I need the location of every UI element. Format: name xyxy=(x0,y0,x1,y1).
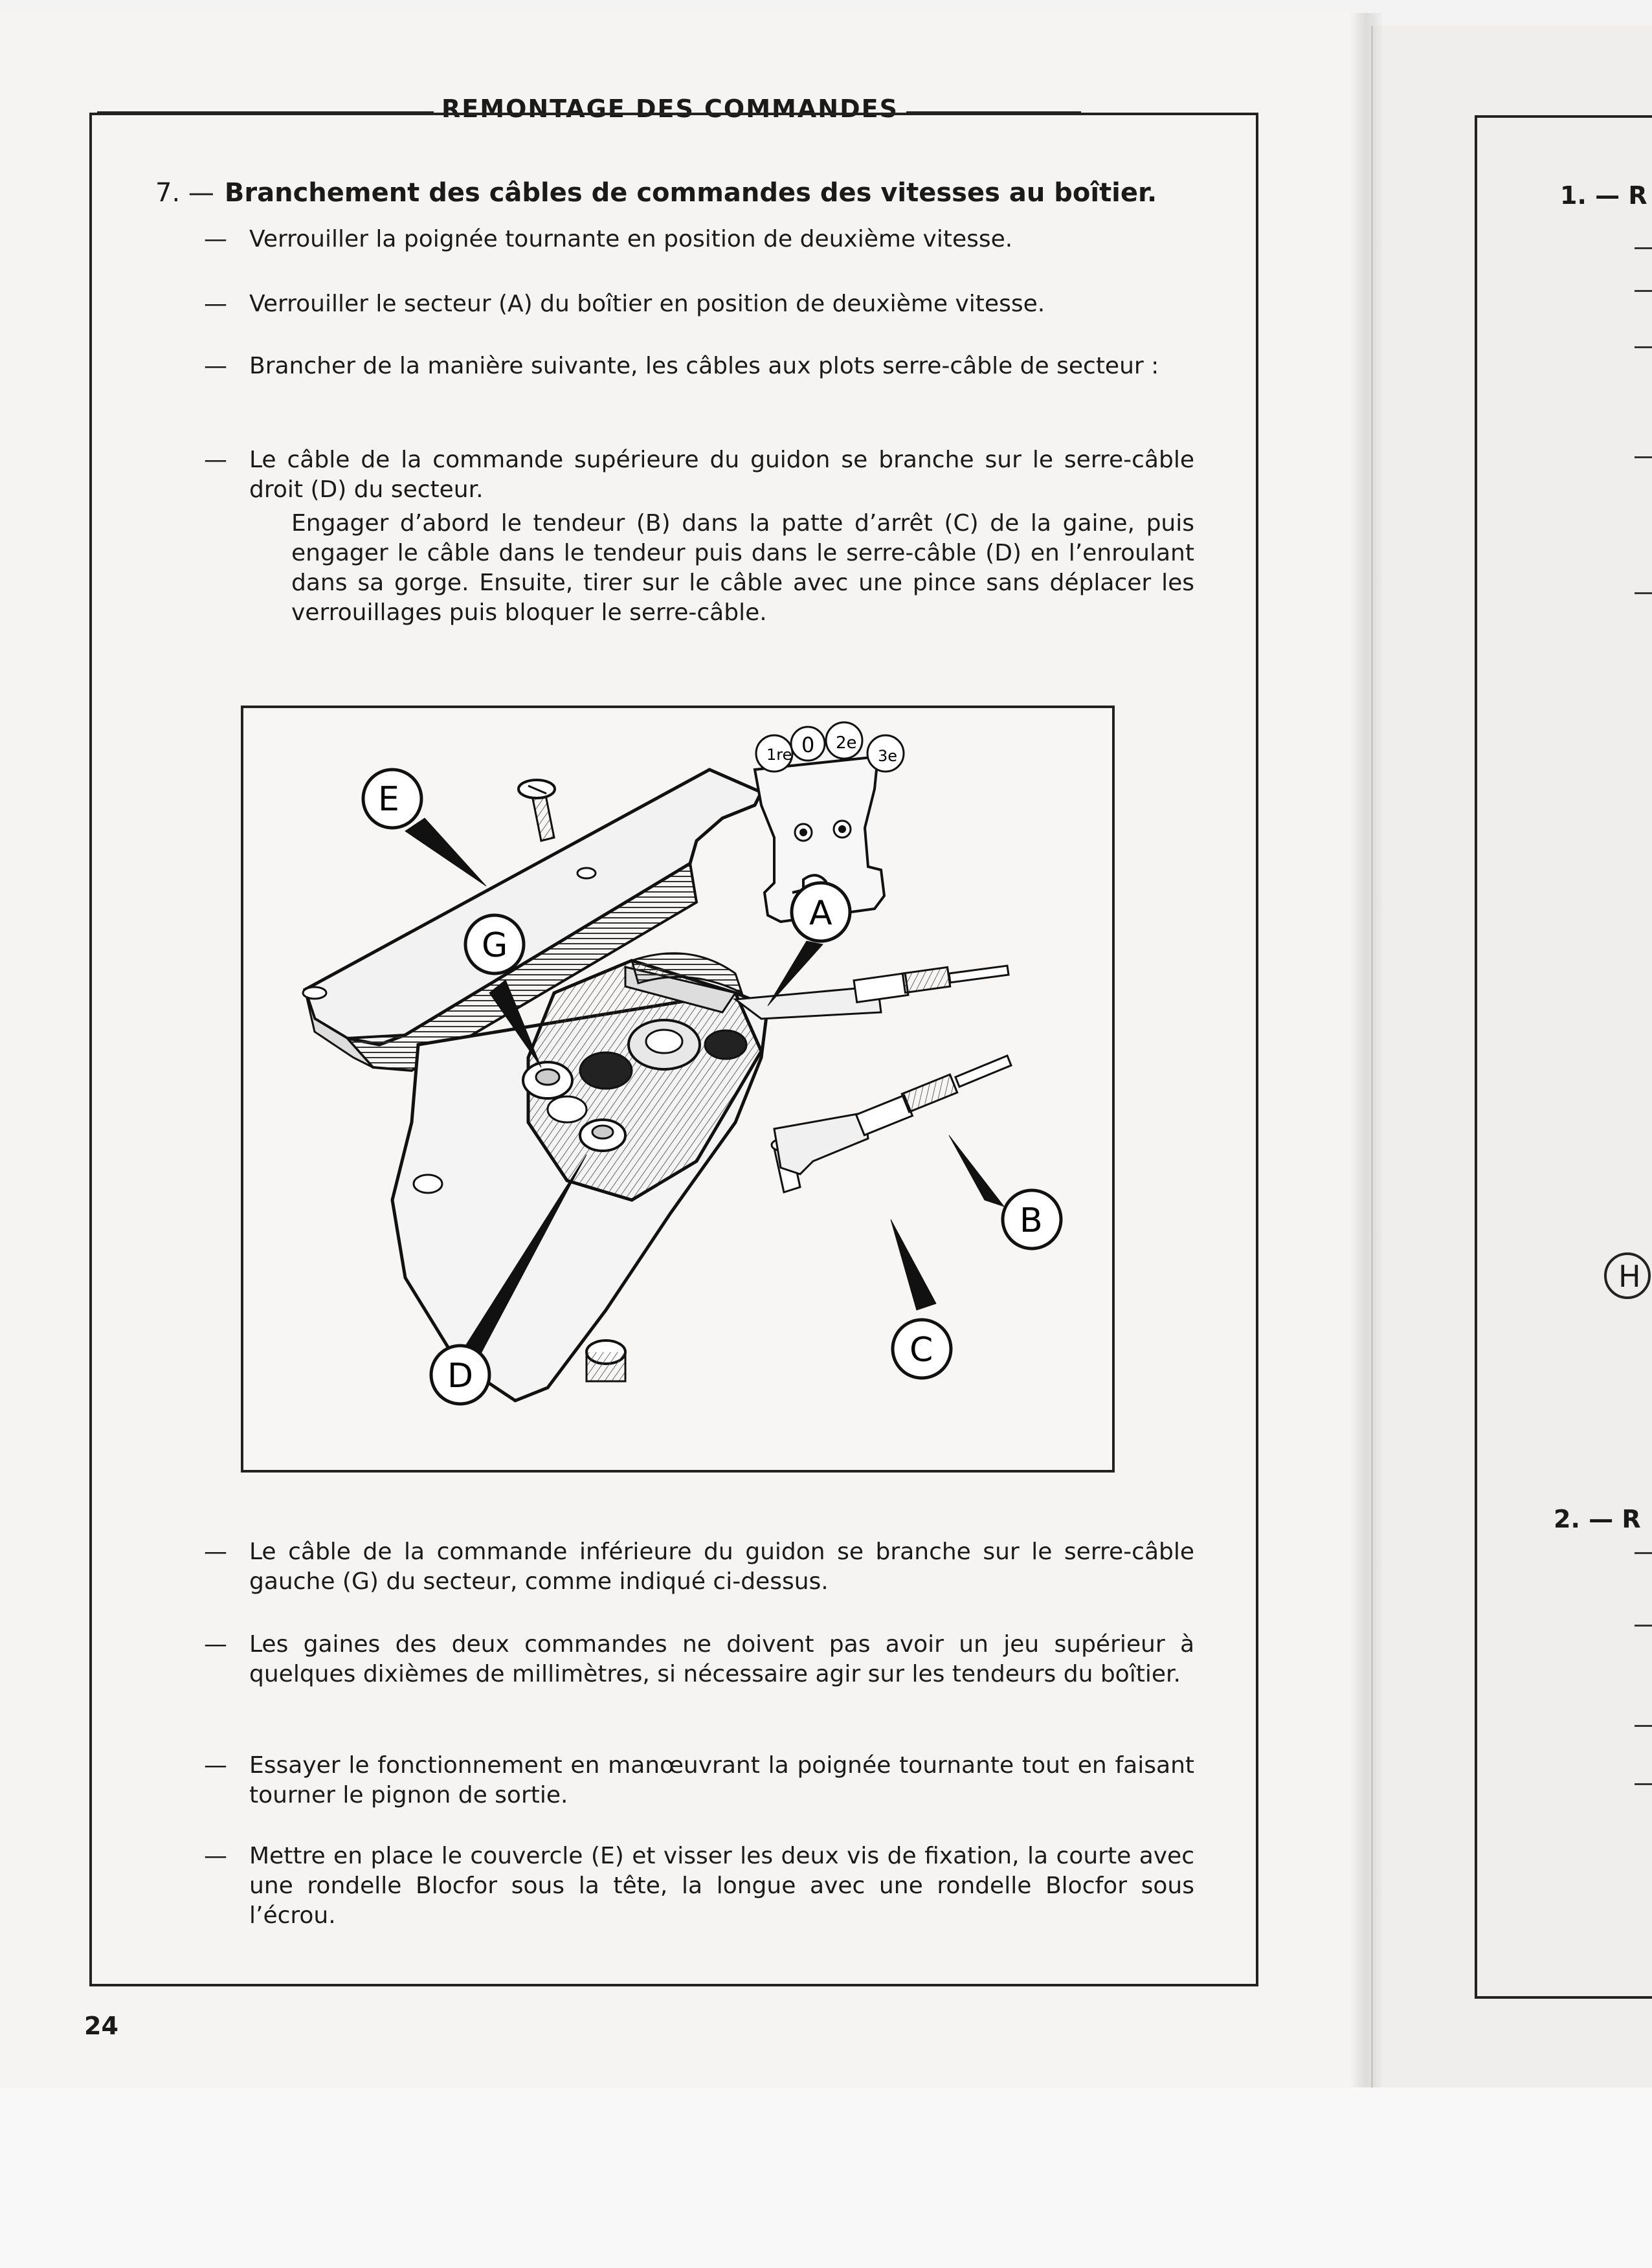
callout-H-label: H xyxy=(1618,1259,1641,1294)
instruction-item xyxy=(204,1841,1194,1931)
item-text: Mettre en place le couvercle (E) et visser les deux vis de fixation, la courte avec une rondelle Blocfor sous la tête, la longue avec une rondelle Blocfor sous l’écrou. xyxy=(249,1843,1194,1929)
right-page-frame xyxy=(1475,115,1652,1999)
item-text: Le câble de la commande inférieure du guidon se branche sur le serre-câble gauche (G) du secteur, comme indiqué ci-dessus. xyxy=(249,1539,1194,1595)
callout-A xyxy=(792,883,850,941)
instruction-item xyxy=(204,225,1194,254)
callout-B xyxy=(1003,1190,1061,1249)
instruction-item xyxy=(204,1537,1194,1597)
item-text: Les gaines des deux commandes ne doivent pas avoir un jeu supérieur à quelques dixièmes de millimètres, si nécessaire agir sur les tendeurs du boîtier. xyxy=(249,1631,1194,1687)
item-dash: — xyxy=(204,291,227,317)
item-dash: — xyxy=(204,1752,227,1779)
section-heading xyxy=(155,178,1157,208)
scanner-bed xyxy=(0,2087,1652,2268)
callout-E-label: E xyxy=(378,780,399,819)
gear-selector-drawing xyxy=(243,708,1112,1470)
right-dash xyxy=(1635,1725,1652,1727)
right-dash xyxy=(1635,456,1652,458)
cable-tensioners xyxy=(735,966,1011,1174)
page-number: 24 xyxy=(84,2012,118,2040)
callout-G-label: G xyxy=(482,926,508,965)
instruction-item xyxy=(204,1630,1194,1689)
right-dash xyxy=(1635,1552,1652,1554)
item-dash: — xyxy=(204,1631,227,1658)
section-title: Branchement des câbles de commandes des vitesses au boîtier. xyxy=(224,178,1157,208)
item-dash: — xyxy=(204,1843,227,1869)
right-dash xyxy=(1635,1625,1652,1627)
right-dash xyxy=(1635,247,1652,249)
technical-illustration xyxy=(241,706,1115,1473)
inset-label-third: 3e xyxy=(878,747,898,765)
callout-D xyxy=(431,1346,489,1404)
callout-E xyxy=(363,770,421,828)
instruction-item xyxy=(204,351,1194,381)
item-text: Verrouiller le secteur (A) du boîtier en position de deuxième vitesse. xyxy=(249,291,1045,317)
header-title: REMONTAGE DES COMMANDES xyxy=(441,94,899,123)
right-dash xyxy=(1635,346,1652,348)
item-text: Essayer le fonctionnement en manœuvrant la poignée tournante tout en faisant tourner le pignon de sortie. xyxy=(249,1752,1194,1808)
right-dash xyxy=(1635,1783,1652,1785)
right-section-heading-2: 2. — R xyxy=(1554,1505,1641,1533)
right-section-heading-1: 1. — R xyxy=(1560,181,1647,210)
callout-A-label: A xyxy=(809,894,832,933)
item-text: Verrouiller la poignée tournante en position de deuxième vitesse. xyxy=(249,226,1013,252)
item-dash: — xyxy=(204,226,227,252)
right-dash xyxy=(1635,290,1652,292)
item-text: Le câble de la commande supérieure du guidon se branche sur le serre-câble droit (D) du secteur. xyxy=(249,447,1194,503)
inset-label-second: 2e xyxy=(836,733,857,753)
gutter-shadow xyxy=(1350,13,1382,2087)
callout-C-label: C xyxy=(910,1331,933,1370)
callout-B-label: B xyxy=(1020,1201,1043,1240)
callout-C xyxy=(893,1320,951,1378)
inset-label-neutral: 0 xyxy=(801,733,815,757)
instruction-item xyxy=(204,289,1194,319)
instruction-paragraph: Engager d’abord le tendeur (B) dans la patte d’arrêt (C) de la gaine, puis engager le câble dans le tendeur puis dans le serre-câble (D) en l’enroulant dans sa gorge. Ensuite, tirer sur le câble avec une pince sans déplacer les verrouillages puis bloquer le serre-câble. xyxy=(291,510,1194,626)
callout-H xyxy=(1604,1252,1651,1299)
item-dash: — xyxy=(204,353,227,379)
instruction-item xyxy=(204,445,1194,505)
item-dash: — xyxy=(204,1539,227,1565)
callout-G xyxy=(465,915,524,973)
selector-mechanism xyxy=(523,953,800,1200)
instruction-item xyxy=(204,1751,1194,1810)
callout-D-label: D xyxy=(447,1357,474,1395)
section-number: 7. — xyxy=(155,178,214,208)
item-text: Brancher de la manière suivante, les câbles aux plots serre-câble de secteur : xyxy=(249,353,1159,379)
item-dash: — xyxy=(204,447,227,473)
inset-label-first: 1re xyxy=(766,746,792,764)
right-dash xyxy=(1635,592,1652,594)
